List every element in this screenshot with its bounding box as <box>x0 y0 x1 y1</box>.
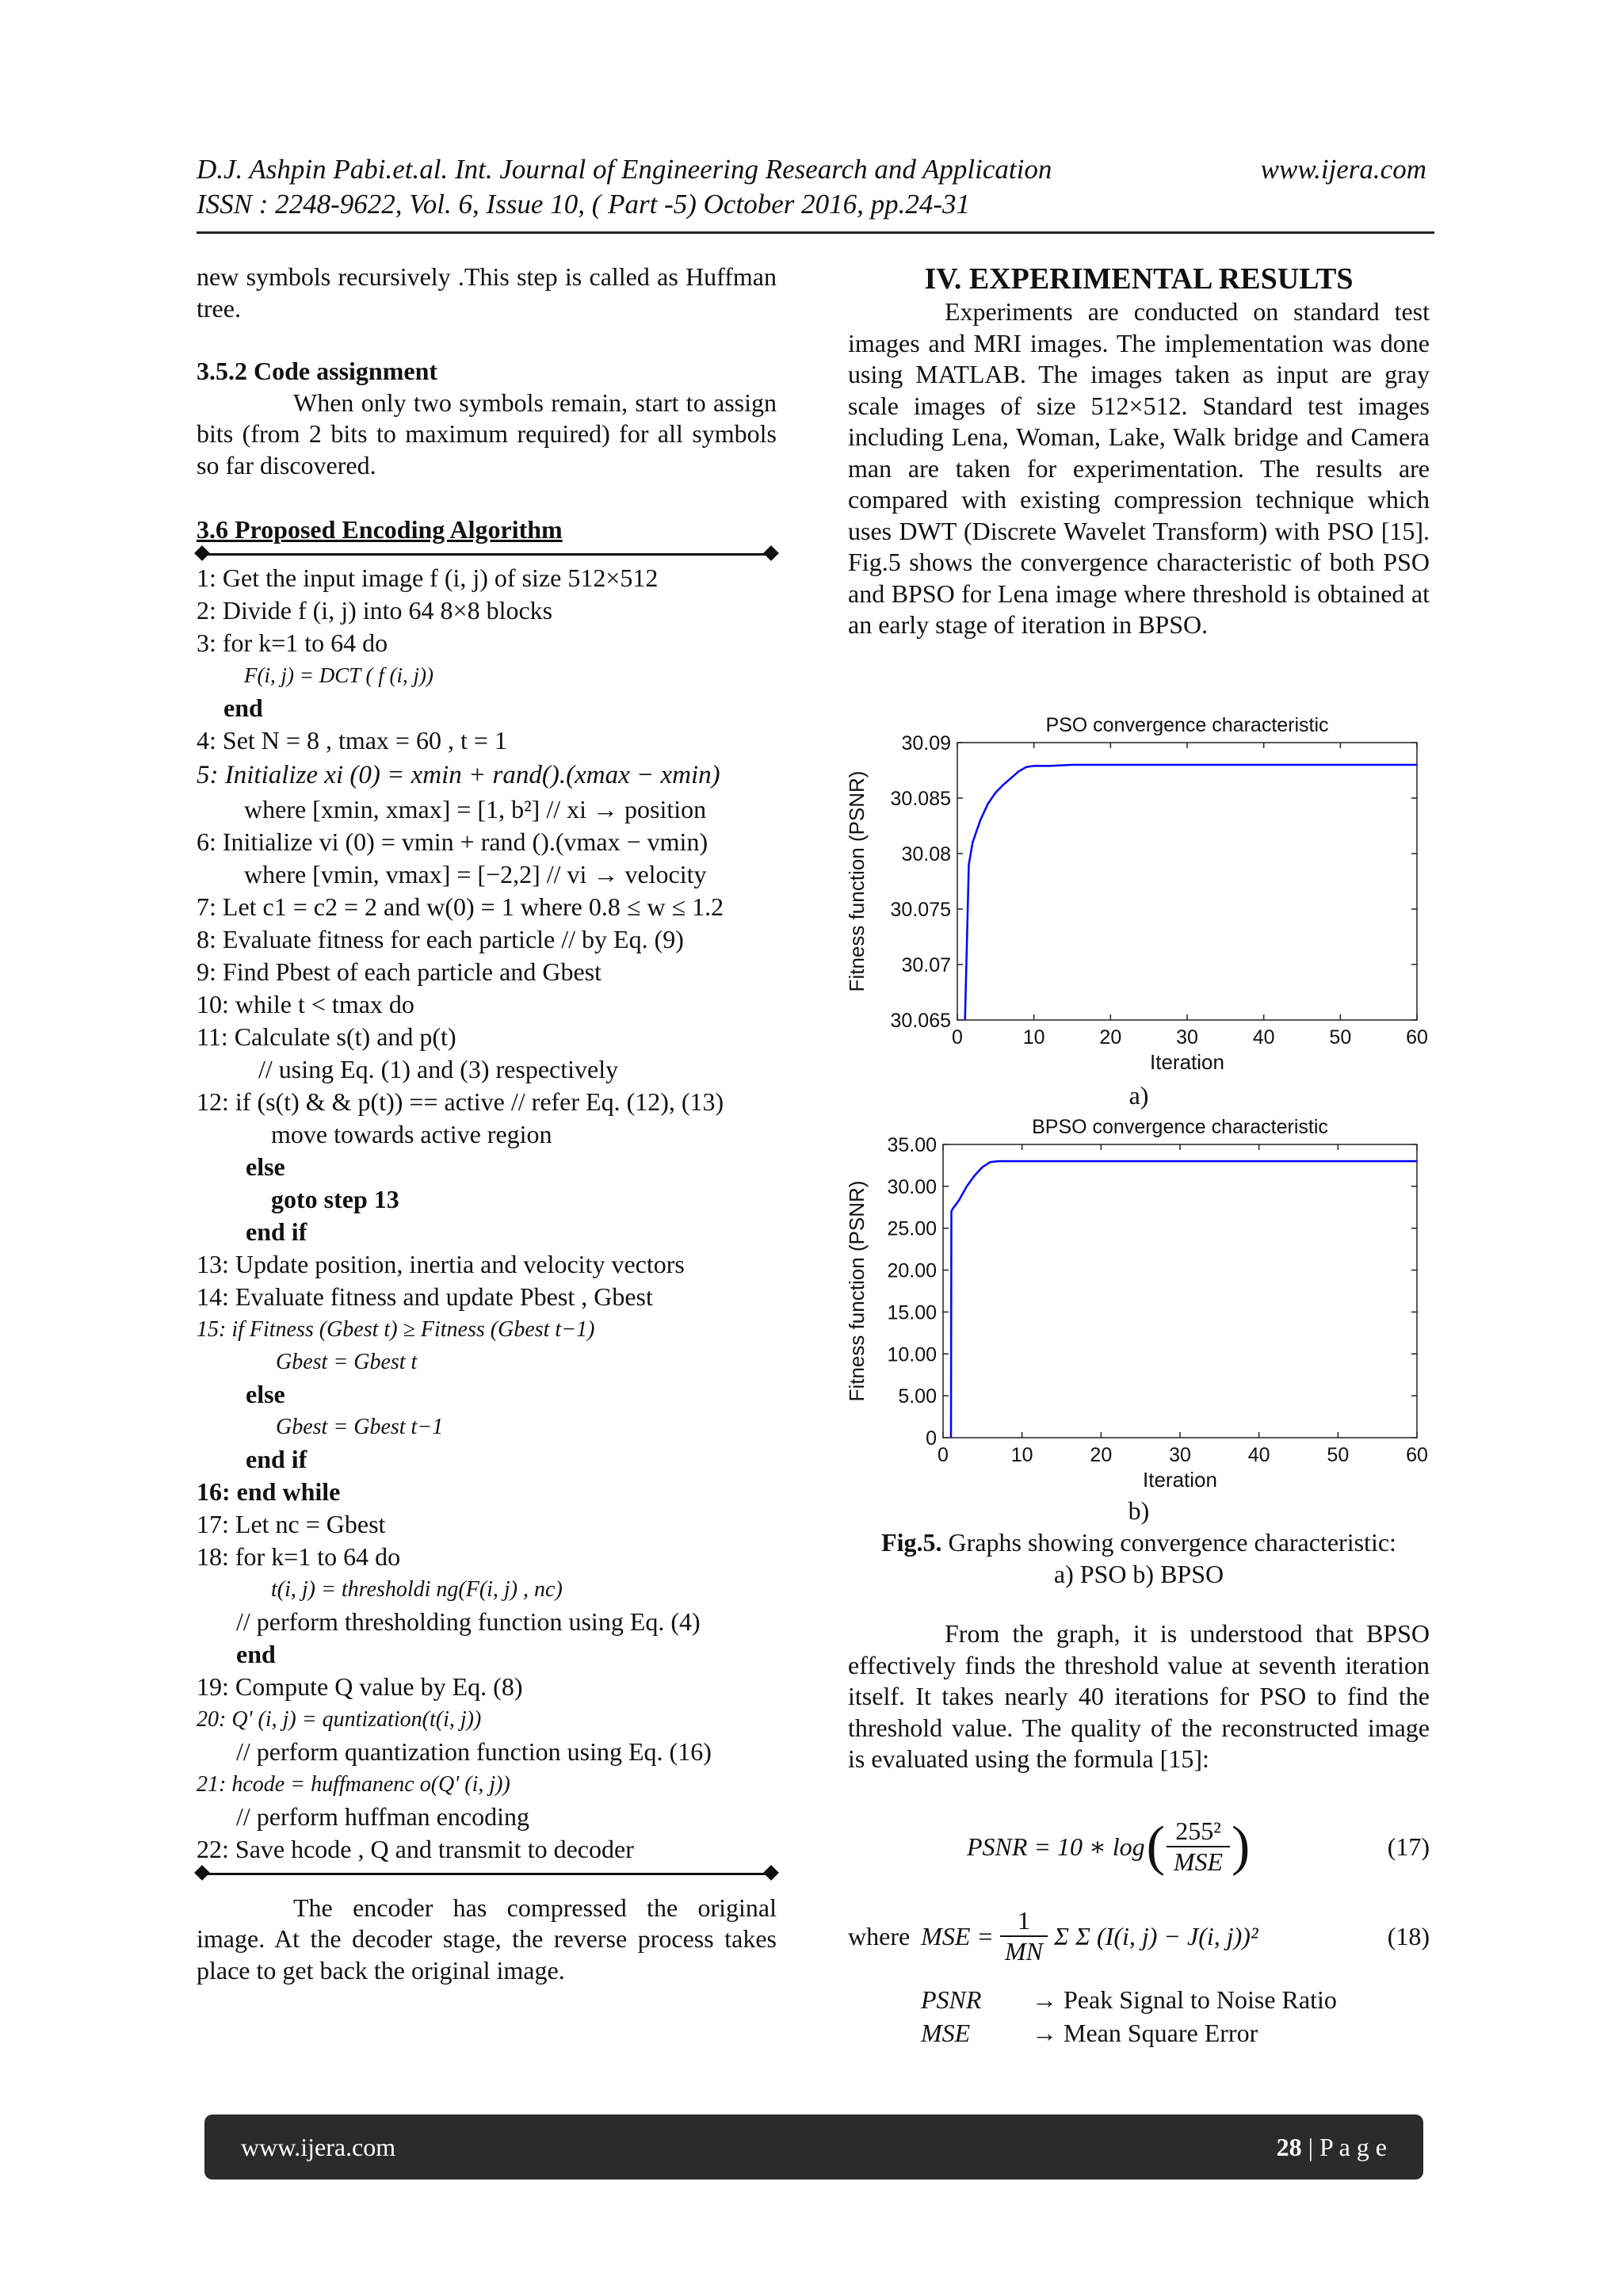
algo-line: 6: Initialize vi (0) = vmin + rand ().(vmax − vmin) <box>197 827 708 856</box>
eq18-where: where <box>848 1921 911 1950</box>
chart-title: BPSO convergence characteristic <box>1032 1116 1328 1138</box>
results-paragraph-block <box>848 1618 1430 1775</box>
code-assignment-heading: 3.5.2 Code assignment <box>197 357 438 385</box>
pso-chart <box>845 701 1430 1082</box>
algo-line: // perform quantization function using Eq. (16) <box>236 1736 712 1766</box>
results-paragraph: From the graph, it is understood that BPSO effectively finds the threshold value at seventh iteration itself. It takes nearly 40 iterations for PSO to find the threshold value. The quality of the reconstructed image is evaluated using the formula [15]: <box>848 1619 1430 1773</box>
x-tick-label: 20 <box>1090 1444 1113 1466</box>
eq18-numerator: 1 <box>1017 1906 1030 1935</box>
code-assignment-text: When only two symbols remain, start to assign bits (from 2 bits to maximum required) for all symbols so far discovered. <box>197 388 777 479</box>
figure-caption-line2: a) PSO b) BPSO <box>1053 1560 1224 1588</box>
plot-frame <box>943 1144 1417 1438</box>
algo-line: where [xmin, xmax] = [1, b²] // xi → position <box>244 794 707 823</box>
algo-line: 14: Evaluate fitness and update Pbest , Gbest <box>197 1282 653 1311</box>
right-column <box>848 262 1430 641</box>
algo-line: 9: Find Pbest of each particle and Gbest <box>197 957 601 986</box>
equation-18 <box>848 1906 1430 1966</box>
page-number-value: 28 <box>1276 2132 1302 2161</box>
journal-citation: D.J. Ashpin Pabi.et.al. Int. Journal of Engineering Research and Application <box>197 154 1052 185</box>
algo-line: 2: Divide f (i, j) into 64 8×8 blocks <box>197 595 553 625</box>
algo-line: end if <box>246 1217 307 1246</box>
equation-17: PSNR = 10 ∗ log ( 255² MSE ) (17) <box>967 1816 1430 1877</box>
algo-line: 13: Update position, inertia and velocity vectors <box>197 1249 685 1278</box>
algo-line: 15: if Fitness (Gbest t) ≥ Fitness (Gbest t−1) <box>197 1316 595 1342</box>
algo-line: 18: for k=1 to 64 do <box>197 1541 401 1571</box>
algo-line: 11: Calculate s(t) and p(t) <box>197 1022 456 1051</box>
x-tick-label: 10 <box>1010 1444 1033 1466</box>
y-tick-label: 30.08 <box>901 843 951 865</box>
algo-line: 8: Evaluate fitness for each particle // by Eq. (9) <box>197 924 684 953</box>
algo-line: move towards active region <box>271 1119 552 1148</box>
bpso-chart <box>845 1103 1430 1499</box>
algo-line: 3: for k=1 to 64 do <box>197 628 388 657</box>
x-tick-label: 0 <box>938 1444 949 1466</box>
x-tick-label: 50 <box>1327 1444 1350 1466</box>
x-tick-label: 30 <box>1176 1026 1198 1049</box>
algo-line: end <box>236 1639 276 1668</box>
page-word: | P a g e <box>1301 2132 1387 2161</box>
algo-line: 4: Set N = 8 , tmax = 60 , t = 1 <box>197 725 507 755</box>
algo-line: end <box>223 693 263 722</box>
algo-line: 22: Save hcode , Q and transmit to decoder <box>197 1834 634 1863</box>
header-rule <box>197 231 1434 234</box>
eq17-fraction <box>1167 1817 1230 1877</box>
algo-line: 7: Let c1 = c2 = 2 and w(0) = 1 where 0.8 ≤ w ≤ 1.2 <box>197 892 724 921</box>
experiments-paragraph: Experiments are conducted on standard test images and MRI images. The implementation was done using MATLAB. The images taken as input are gray scale images of size 512×512. Standard test images including Lena, Woman, Lake, Walk bridge and Camera man are taken for experimentation. The results are compared with existing compression technique which uses DWT (Discrete Wavelet Transform) with PSO [15]. Fig.5 shows the convergence characteristic of both PSO and BPSO for Lena image where threshold is obtained at an early stage of iteration in BPSO. <box>848 297 1430 639</box>
figure-pso <box>845 701 1430 1082</box>
algo-line: F(i, j) = DCT ( f (i, j)) <box>244 663 433 687</box>
algo-line: 16: end while <box>197 1477 341 1506</box>
x-tick-label: 20 <box>1099 1026 1122 1049</box>
x-axis-label: Iteration <box>1143 1468 1217 1492</box>
eq17-lhs: PSNR = 10 ∗ log <box>967 1832 1145 1861</box>
algo-line: t(i, j) = thresholdi ng(F(i, j) , nc) <box>271 1576 563 1602</box>
algo-line: else <box>246 1379 285 1408</box>
page-footer <box>204 2115 1423 2179</box>
figure-caption <box>848 1526 1430 1590</box>
y-tick-label: 10.00 <box>887 1343 937 1366</box>
left-column <box>197 262 777 1986</box>
algo-line: 20: Q' (i, j) = quntization(t(i, j)) <box>197 1706 482 1732</box>
algorithm-title: 3.6 Proposed Encoding Algorithm <box>197 515 563 544</box>
x-tick-label: 0 <box>952 1026 963 1049</box>
intro-paragraph: new symbols recursively .This step is called as Huffman tree. <box>197 262 777 323</box>
eq17-number: (17) <box>1387 1832 1430 1861</box>
eq18-denominator: MN <box>1004 1937 1043 1966</box>
y-axis-label: Fitness function (PSNR) <box>845 1180 869 1402</box>
x-tick-label: 30 <box>1169 1444 1191 1466</box>
eq18-fraction <box>1000 1906 1048 1966</box>
algo-line: Gbest = Gbest t−1 <box>276 1414 444 1439</box>
eq17-denominator: MSE <box>1173 1847 1224 1876</box>
y-tick-label: 5.00 <box>898 1385 937 1408</box>
subfigure-label-a: a) <box>1128 1081 1149 1110</box>
subfigure-label-b: b) <box>1128 1496 1150 1525</box>
figure-caption-label: Fig.5. <box>881 1528 942 1557</box>
algo-line: 10: while t < tmax do <box>197 989 414 1018</box>
y-tick-label: 30.065 <box>890 1010 951 1032</box>
def-psnr-symbol: PSNR <box>921 1985 982 2014</box>
y-tick-label: 0 <box>926 1427 937 1450</box>
eq17-numerator: 255² <box>1175 1817 1221 1845</box>
def-mse-symbol: MSE <box>921 2019 971 2047</box>
algo-line: goto step 13 <box>271 1184 399 1213</box>
x-tick-label: 40 <box>1252 1026 1275 1049</box>
y-tick-label: 30.07 <box>901 954 951 976</box>
y-tick-label: 30.09 <box>901 732 951 755</box>
algo-line: 17: Let nc = Gbest <box>197 1509 386 1538</box>
y-tick-label: 30.00 <box>887 1175 937 1198</box>
x-tick-label: 60 <box>1406 1444 1428 1466</box>
footer-url[interactable]: www.ijera.com <box>241 2132 396 2161</box>
algo-line: // perform thresholding function using Eq. (4) <box>236 1606 701 1636</box>
x-tick-label: 50 <box>1329 1026 1352 1049</box>
journal-url[interactable]: www.ijera.com <box>1260 154 1426 185</box>
plot-frame <box>957 743 1417 1020</box>
encoder-outro: The encoder has compressed the original image. At the decoder stage, the reverse process takes place to get back the original image. <box>197 1893 777 1985</box>
def-psnr-text: → Peak Signal to Noise Ratio <box>1032 1985 1337 2014</box>
def-mse-text: → Mean Square Error <box>1032 2019 1258 2047</box>
algorithm-bottom-rule <box>197 1866 777 1881</box>
algo-line: end if <box>246 1444 307 1473</box>
y-tick-label: 30.085 <box>890 788 951 810</box>
algo-line: 19: Compute Q value by Eq. (8) <box>197 1671 523 1701</box>
algo-line: 5: Initialize xi (0) = xmin + rand().(xmax − xmin) <box>197 760 720 789</box>
page-number <box>1277 2133 1387 2162</box>
x-tick-label: 60 <box>1406 1026 1428 1049</box>
x-tick-label: 40 <box>1247 1444 1270 1466</box>
x-axis-label: Iteration <box>1150 1050 1224 1074</box>
y-tick-label: 20.00 <box>887 1259 937 1282</box>
y-axis-label: Fitness function (PSNR) <box>845 770 869 992</box>
algo-line: 1: Get the input image f (i, j) of size 512×512 <box>197 563 659 592</box>
figure-bpso <box>845 1103 1430 1499</box>
algorithm-top-rule <box>197 546 777 562</box>
y-tick-label: 15.00 <box>887 1301 937 1324</box>
algorithm-steps <box>197 562 777 1866</box>
x-tick-label: 10 <box>1022 1026 1045 1049</box>
algo-line: // using Eq. (1) and (3) respectively <box>258 1054 619 1083</box>
figure-caption-text: Graphs showing convergence characteristic: <box>941 1528 1396 1557</box>
eq18-sum: Σ Σ (I(i, j) − J(i, j))² <box>1053 1921 1258 1950</box>
y-tick-label: 35.00 <box>887 1134 937 1156</box>
y-tick-label: 25.00 <box>887 1217 937 1240</box>
chart-title: PSO convergence characteristic <box>1045 714 1329 736</box>
eq18-number: (18) <box>1387 1921 1430 1950</box>
algo-line: else <box>246 1152 285 1181</box>
algo-line: Gbest = Gbest t <box>276 1349 418 1374</box>
algo-line: where [vmin, vmax] = [−2,2] // vi → velocity <box>244 859 707 888</box>
algo-line: 21: hcode = huffmanenc o(Q' (i, j)) <box>197 1771 510 1797</box>
running-header <box>197 152 1426 222</box>
definitions <box>921 1983 1337 2050</box>
section-title: IV. EXPERIMENTAL RESULTS <box>924 262 1354 296</box>
y-tick-label: 30.075 <box>890 899 951 921</box>
issue-info: ISSN : 2248-9622, Vol. 6, Issue 10, ( Part -5) October 2016, pp.24-31 <box>197 189 971 220</box>
algo-line: // perform huffman encoding <box>236 1801 529 1831</box>
algo-line: 12: if (s(t) & & p(t)) == active // refer Eq. (12), (13) <box>197 1087 724 1116</box>
eq18-lhs: MSE = <box>921 1921 994 1950</box>
